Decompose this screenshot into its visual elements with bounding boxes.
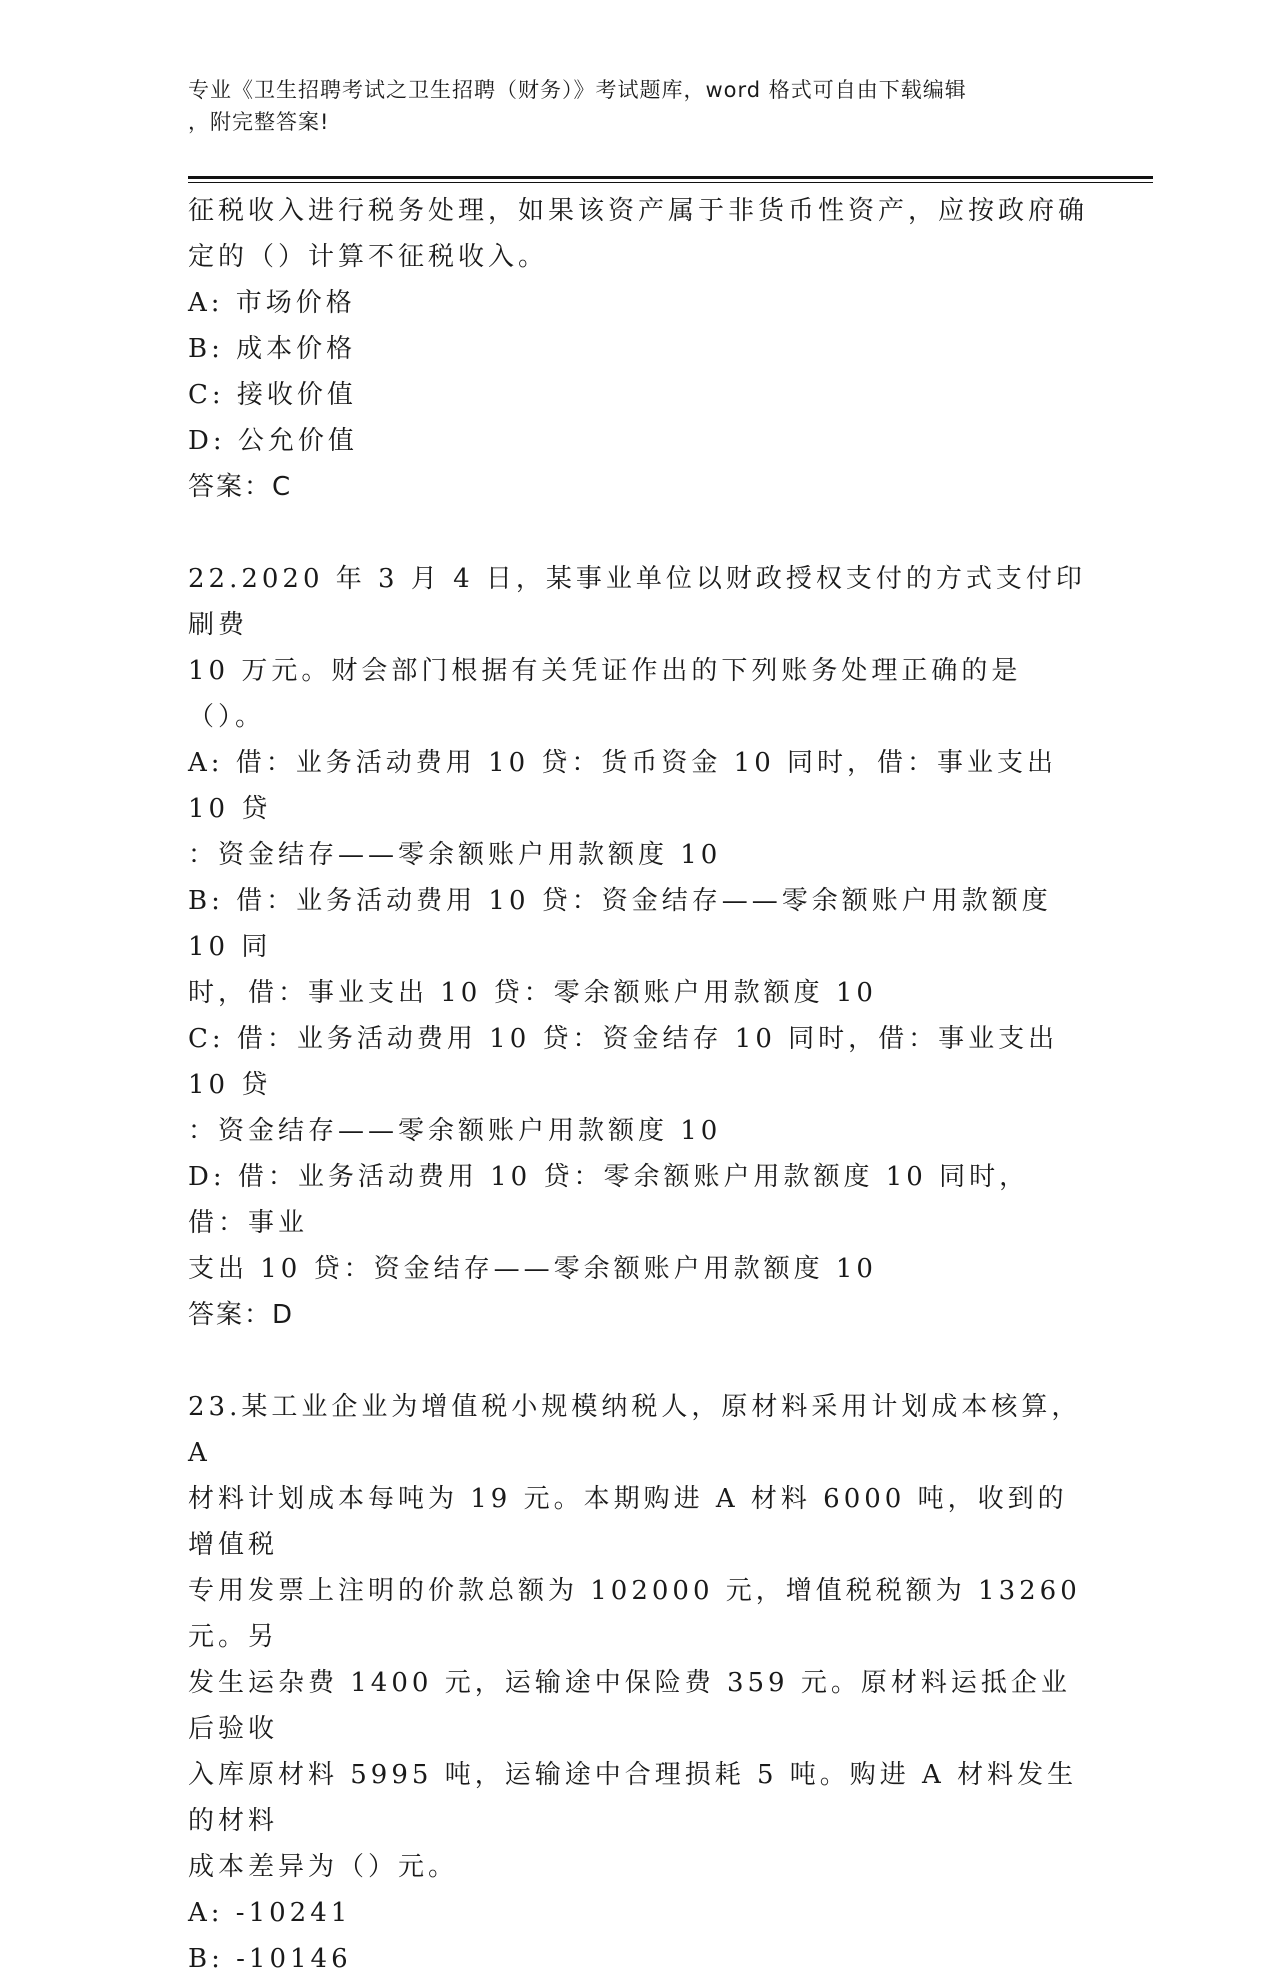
option-b: B: -10146 bbox=[188, 1944, 352, 1974]
option-a: A: 市场价格 bbox=[188, 288, 356, 318]
question-23 bbox=[188, 1384, 1088, 1982]
header-rule-thin bbox=[188, 182, 1153, 183]
spacer bbox=[188, 1338, 1088, 1384]
option-b-cont: 时，借：事业支出 10 贷：零余额账户用款额度 10 bbox=[188, 978, 877, 1008]
option-d: D: 借：业务活动费用 10 贷：零余额账户用款额度 10 同时，借：事业 bbox=[188, 1162, 1030, 1238]
question-stem-line: 22.2020 年 3 月 4 日，某事业单位以财政授权支付的方式支付印刷费 bbox=[188, 564, 1086, 640]
question-stem-line: 23.某工业企业为增值税小规模纳税人，原材料采用计划成本核算，A bbox=[188, 1392, 1082, 1468]
option-b: B: 成本价格 bbox=[188, 334, 357, 364]
question-stem-line: 成本差异为（）元。 bbox=[188, 1852, 459, 1882]
question-stem-line: 专用发票上注明的价款总额为 102000 元，增值税税额为 13260 元。另 bbox=[188, 1576, 1081, 1652]
document-body bbox=[188, 188, 1088, 1982]
question-stem-line: 定的（）计算不征税收入。 bbox=[188, 242, 549, 272]
header-line-1: 专业《卫生招聘考试之卫生招聘（财务）》考试题库，word 格式可自由下载编辑 bbox=[188, 78, 967, 102]
option-d: D: 公允价值 bbox=[188, 426, 358, 456]
question-21 bbox=[188, 188, 1088, 510]
spacer bbox=[188, 510, 1088, 556]
question-stem-line: 10 万元。财会部门根据有关凭证作出的下列账务处理正确的是（）。 bbox=[188, 656, 1022, 732]
header-rule-thick bbox=[188, 176, 1153, 179]
question-stem-line: 入库原材料 5995 吨，运输途中合理损耗 5 吨。购进 A 材料发生的材料 bbox=[188, 1760, 1078, 1836]
question-22 bbox=[188, 556, 1088, 1338]
option-c: C: 接收价值 bbox=[188, 380, 357, 410]
answer: 答案：D bbox=[188, 1300, 295, 1330]
option-d-cont: 支出 10 贷：资金结存——零余额账户用款额度 10 bbox=[188, 1254, 877, 1284]
option-a: A: 借：业务活动费用 10 贷：货币资金 10 同时，借：事业支出 10 贷 bbox=[188, 748, 1058, 824]
question-stem-line: 征税收入进行税务处理，如果该资产属于非货币性资产，应按政府确 bbox=[188, 196, 1089, 226]
option-c-cont: ：资金结存——零余额账户用款额度 10 bbox=[188, 1116, 722, 1146]
header-line-2: ，附完整答案! bbox=[188, 110, 330, 134]
option-b: B: 借：业务活动费用 10 贷：资金结存——零余额账户用款额度 10 同 bbox=[188, 886, 1052, 962]
question-stem-line: 发生运杂费 1400 元，运输途中保险费 359 元。原材料运抵企业后验收 bbox=[188, 1668, 1071, 1744]
option-a: A: -10241 bbox=[188, 1898, 352, 1928]
option-a-cont: ：资金结存——零余额账户用款额度 10 bbox=[188, 840, 722, 870]
question-stem-line: 材料计划成本每吨为 19 元。本期购进 A 材料 6000 吨，收到的增值税 bbox=[188, 1484, 1068, 1560]
option-c: C: 借：业务活动费用 10 贷：资金结存 10 同时，借：事业支出 10 贷 bbox=[188, 1024, 1059, 1100]
document-header bbox=[188, 74, 1088, 138]
answer: 答案：C bbox=[188, 472, 293, 502]
